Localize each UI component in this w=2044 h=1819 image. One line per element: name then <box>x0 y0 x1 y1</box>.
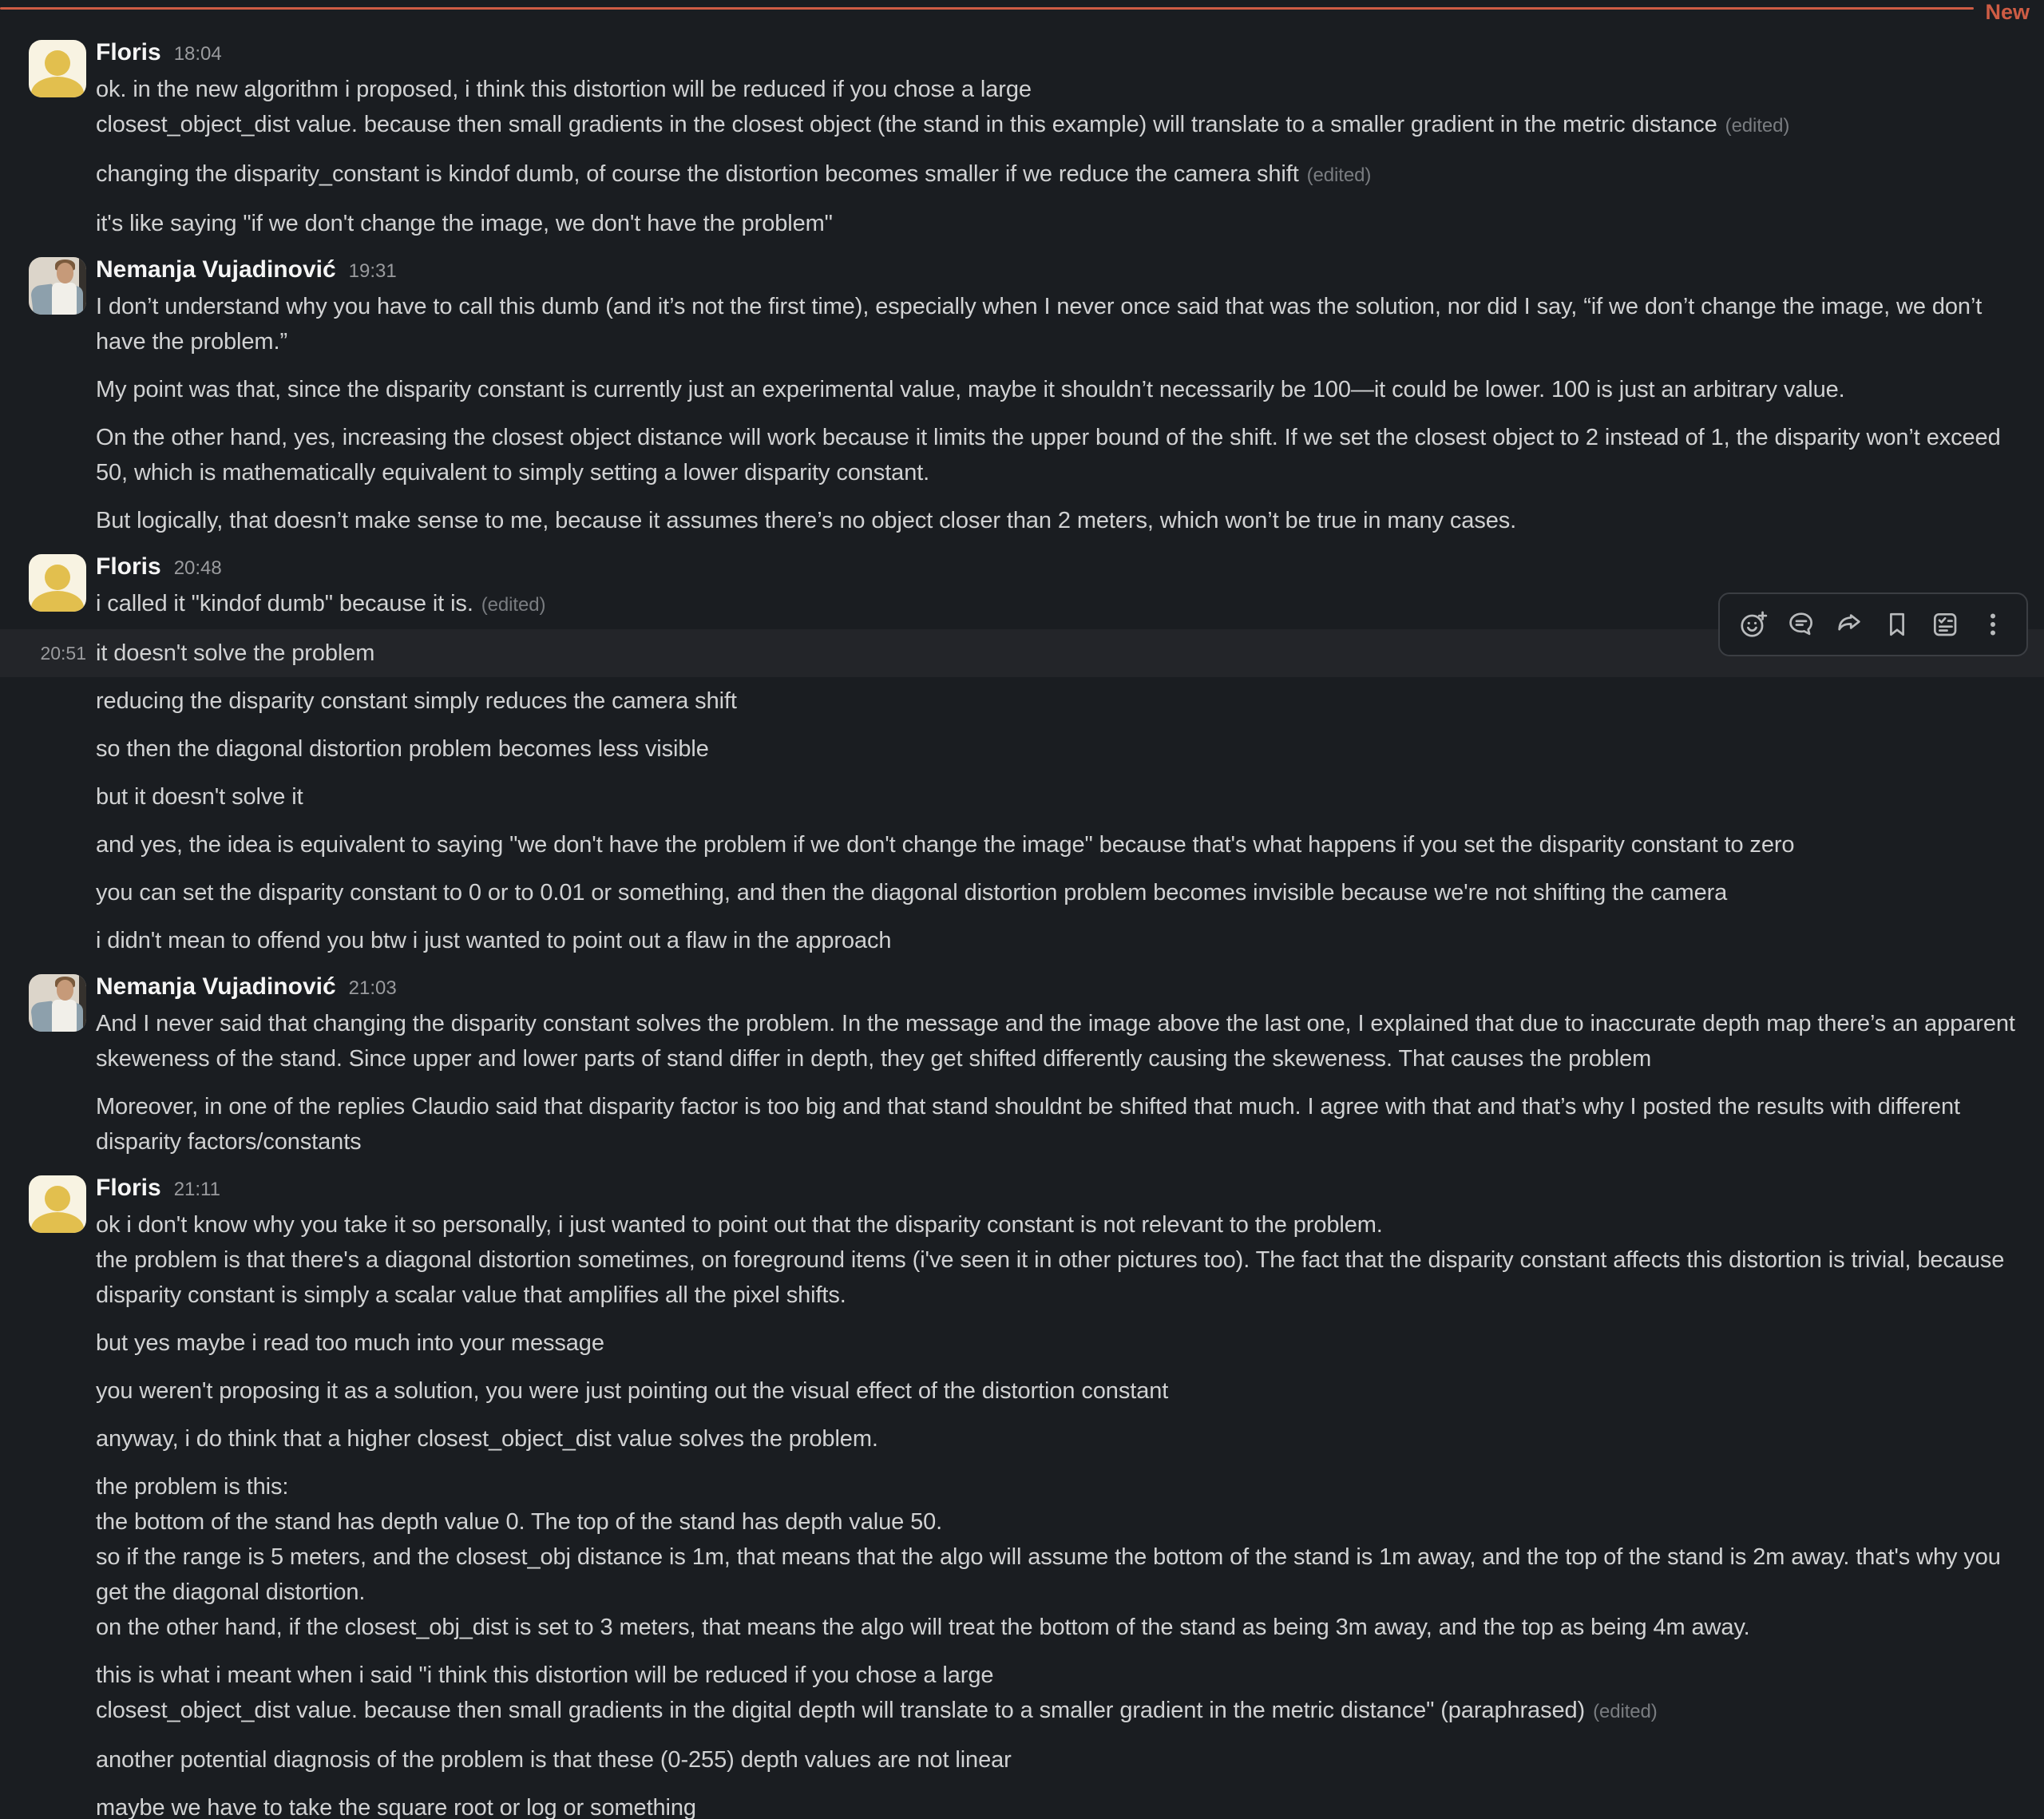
message-text: changing the disparity_constant is kindof dumb, of course the distortion becomes smaller if we reduce the camera shift (edited) <box>96 161 1372 187</box>
message-text: Moreover, in one of the replies Claudio said that disparity factor is too big and that stand shouldnt be shifted that much. I agree with that and that’s why I posted the results with different disparity factors/constants <box>96 1094 1960 1155</box>
message-gutter <box>0 923 96 958</box>
message-content <box>96 731 2044 767</box>
more-actions-button[interactable] <box>1972 604 2014 645</box>
message-row <box>0 725 2044 773</box>
avatar-silhouette-body <box>31 591 84 612</box>
message-text: it doesn't solve the problem <box>96 640 375 666</box>
message-text: I don’t understand why you have to call this dumb (and it’s not the first time), especially when I never once said that was the solution, nor did I say, “if we don’t change the image, we don’t have the problem.” <box>96 294 1983 355</box>
edited-label: (edited) <box>1593 1701 1658 1722</box>
reply-in-thread-button[interactable] <box>1781 604 1822 645</box>
message-timestamp[interactable]: 21:03 <box>348 977 397 999</box>
message-timestamp[interactable]: 20:48 <box>173 557 222 579</box>
message-header <box>96 254 2015 287</box>
message-text: ok i don't know why you take it so personally, i just wanted to point out that the disparity constant is not relevant to the problem. the problem is that there's a diagonal distortion sometimes, on foreground items (i've seen it in other pictures too). The fact that the disparity constant affects this distortion is trivial, because disparity constant is simply a scalar value that amplifies all the pixel shifts. <box>96 1212 2005 1308</box>
message-text: it's like saying "if we don't change the image, we don't have the problem" <box>96 211 833 236</box>
message-row <box>0 773 2044 821</box>
message-text: this is what i meant when i said "i think this distortion will be reduced if you chose a large closest_object_dist value. because then small gradients in the digital depth will translate to a smaller gradient in the metric distance" (paraphrased) (edited) <box>96 1662 1658 1723</box>
message-text: so then the diagonal distortion problem becomes less visible <box>96 736 709 762</box>
message-text: reducing the disparity constant simply reduces the camera shift <box>96 688 737 714</box>
message-gutter <box>0 971 96 1159</box>
message-gutter <box>0 551 96 623</box>
username[interactable]: Nemanja Vujadinović <box>96 256 336 283</box>
avatar-photo-shirt <box>52 283 77 315</box>
message-header <box>96 1172 2015 1206</box>
add-reaction-button[interactable] <box>1733 604 1774 645</box>
unread-new-label: New <box>1985 0 2030 24</box>
edited-label: (edited) <box>1725 115 1790 137</box>
message-timestamp[interactable]: 20:51 <box>40 643 86 664</box>
message-timestamp[interactable]: 21:11 <box>173 1179 220 1200</box>
avatar-silhouette-head <box>45 1186 70 1211</box>
message-row[interactable] <box>0 629 2044 677</box>
message-list <box>0 30 2044 1819</box>
save-for-later-icon <box>1882 609 1912 640</box>
message-row <box>0 821 2044 869</box>
message-text: anyway, i do think that a higher closest_object_dist value solves the problem. <box>96 1426 878 1452</box>
message-text: i didn't mean to offend you btw i just wanted to point out a flaw in the approach <box>96 928 892 953</box>
message-group <box>0 248 2044 545</box>
message-gutter <box>0 875 96 910</box>
message-text: ok. in the new algorithm i proposed, i think this distortion will be reduced if you chose a large closest_object_dist value. because then small gradients in the closest object (the stand in this example) will translate to a smaller gradient in the metric distance (edited) <box>96 77 1790 137</box>
message-content <box>96 1172 2044 1819</box>
message-content <box>96 684 2044 719</box>
edited-label: (edited) <box>481 594 546 616</box>
message-text: the problem is this: the bottom of the stand has depth value 0. The top of the stand has depth value 50. so if the range is 5 meters, and the closest_obj distance is 1m, that means that the algo will assume the bottom of the stand is 1m away, and the top of the stand is 2m away. that's why you get the diagonal distortion. on the other hand, if the closest_obj_dist is set to 3 meters, that means the algo will treat the bottom of the stand as being 3m away, and the top as being 4m away. <box>96 1474 2001 1640</box>
unread-divider-line <box>0 7 1974 10</box>
avatar-photo-face <box>57 980 73 1001</box>
message-header <box>96 37 2015 70</box>
message-row <box>0 917 2044 965</box>
message-text: But logically, that doesn’t make sense to me, because it assumes there’s no object closer than 2 meters, which won’t be true in many cases. <box>96 508 1517 533</box>
user-avatar[interactable] <box>29 974 86 1032</box>
username[interactable]: Floris <box>96 553 161 580</box>
message-content <box>96 971 2044 1159</box>
message-timestamp[interactable]: 18:04 <box>173 43 222 65</box>
message-content <box>96 37 2044 241</box>
message-text: but it doesn't solve it <box>96 784 303 810</box>
message-gutter <box>0 636 96 671</box>
share-message-icon <box>1834 609 1864 640</box>
message-content <box>96 875 2044 910</box>
avatar-photo-shirt <box>52 1000 77 1032</box>
message-text: another potential diagnosis of the problem is that these (0-255) depth values are not linear <box>96 1747 1012 1773</box>
message-row <box>0 869 2044 917</box>
message-content <box>96 827 2044 862</box>
message-gutter <box>0 37 96 241</box>
unread-divider <box>0 0 2044 30</box>
message-gutter <box>0 731 96 767</box>
user-avatar[interactable] <box>29 40 86 97</box>
user-avatar[interactable] <box>29 257 86 315</box>
message-gutter <box>0 827 96 862</box>
message-group <box>0 1166 2044 1819</box>
user-avatar[interactable] <box>29 1175 86 1233</box>
message-text: And I never said that changing the disparity constant solves the problem. In the message and the image above the last one, I explained that due to inaccurate depth map there’s an apparent skeweness of the stand. Since upper and lower parts of stand differ in depth, they get shifted differently causing the skeweness. That causes the problem <box>96 1011 2015 1072</box>
add-to-list-icon <box>1930 609 1960 640</box>
message-timestamp[interactable]: 19:31 <box>348 260 397 282</box>
message-gutter <box>0 779 96 814</box>
add-reaction-icon <box>1738 609 1769 640</box>
message-text: you can set the disparity constant to 0 or to 0.01 or something, and then the diagonal distortion problem becomes invisible because we're not shifting the camera <box>96 880 1728 906</box>
message-gutter <box>0 254 96 538</box>
edited-label: (edited) <box>1306 164 1372 186</box>
message-content <box>96 779 2044 814</box>
user-avatar[interactable] <box>29 554 86 612</box>
message-content <box>96 254 2044 538</box>
username[interactable]: Floris <box>96 1175 161 1201</box>
message-content <box>96 923 2044 958</box>
share-message-button[interactable] <box>1828 604 1870 645</box>
message-text: My point was that, since the disparity constant is currently just an experimental value, maybe it shouldn’t necessarily be 100—it could be lower. 100 is just an arbitrary value. <box>96 377 1845 402</box>
more-actions-icon <box>1978 609 2008 640</box>
add-to-list-button[interactable] <box>1924 604 1966 645</box>
message-text: maybe we have to take the square root or log or something <box>96 1795 696 1819</box>
message-group <box>0 30 2044 248</box>
avatar-silhouette-body <box>31 77 84 97</box>
username[interactable]: Floris <box>96 39 161 65</box>
avatar-silhouette-head <box>45 50 70 76</box>
message-header <box>96 551 2015 585</box>
message-gutter <box>0 1172 96 1819</box>
message-text: you weren't proposing it as a solution, you were just pointing out the visual effect of the distortion constant <box>96 1378 1169 1404</box>
message-row <box>0 677 2044 725</box>
message-group <box>0 965 2044 1166</box>
message-actions-toolbar <box>1718 592 2028 656</box>
save-for-later-button[interactable] <box>1876 604 1918 645</box>
username[interactable]: Nemanja Vujadinović <box>96 973 336 1000</box>
message-text: On the other hand, yes, increasing the closest object distance will work because it limits the upper bound of the shift. If we set the closest object to 2 instead of 1, the disparity won’t exceed 50, which is mathematically equivalent to simply setting a lower disparity constant. <box>96 425 2001 485</box>
message-text: i called it "kindof dumb" because it is. (edited) <box>96 591 546 616</box>
avatar-silhouette-head <box>45 565 70 590</box>
message-text: but yes maybe i read too much into your message <box>96 1330 604 1356</box>
reply-in-thread-icon <box>1786 609 1816 640</box>
avatar-photo-face <box>57 263 73 283</box>
message-text: and yes, the idea is equivalent to saying "we don't have the problem if we don't change the image" because that's what happens if you set the disparity constant to zero <box>96 832 1795 858</box>
message-gutter <box>0 684 96 719</box>
avatar-silhouette-body <box>31 1212 84 1233</box>
message-header <box>96 971 2015 1005</box>
